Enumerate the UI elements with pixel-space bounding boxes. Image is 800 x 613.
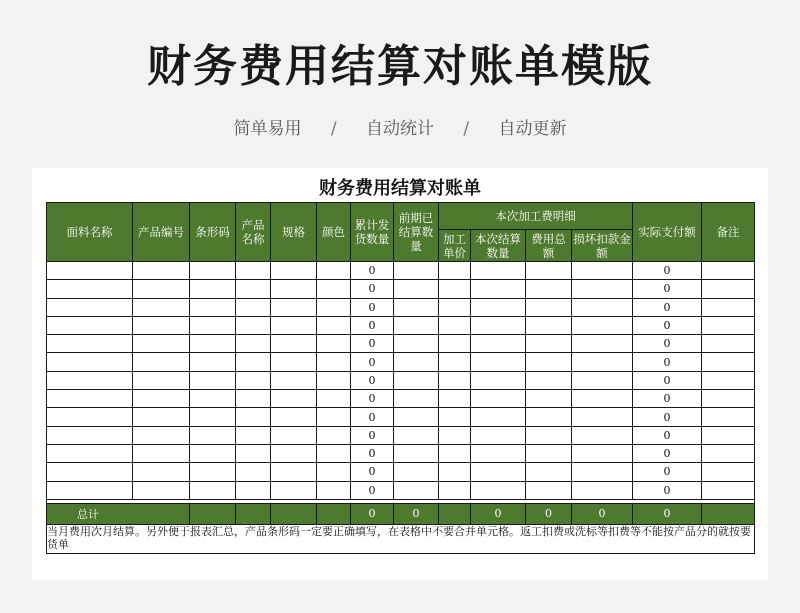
- table-cell[interactable]: [236, 262, 271, 280]
- table-cell[interactable]: [271, 503, 317, 524]
- table-cell[interactable]: [526, 444, 572, 462]
- table-cell[interactable]: [317, 262, 351, 280]
- table-cell[interactable]: [394, 390, 439, 408]
- table-cell[interactable]: [271, 444, 317, 462]
- table-cell[interactable]: [471, 353, 526, 371]
- table-cell[interactable]: [47, 353, 133, 371]
- table-cell[interactable]: [439, 298, 471, 316]
- table-cell[interactable]: [190, 503, 236, 524]
- cell-cumulative-shipped[interactable]: 0: [351, 408, 394, 426]
- table-cell[interactable]: [133, 444, 190, 462]
- total-previous-settled: 0: [394, 503, 439, 524]
- table-cell[interactable]: [133, 463, 190, 481]
- feature-auto-update: 自动更新: [498, 119, 567, 139]
- table-cell[interactable]: [47, 335, 133, 353]
- table-cell[interactable]: [236, 444, 271, 462]
- table-cell[interactable]: [394, 426, 439, 444]
- table-cell[interactable]: [317, 371, 351, 389]
- table-cell[interactable]: [394, 262, 439, 280]
- table-cell[interactable]: [572, 316, 633, 334]
- total-cumulative-shipped: 0: [351, 503, 394, 524]
- table-cell[interactable]: [190, 444, 236, 462]
- table-cell[interactable]: [317, 298, 351, 316]
- table-cell[interactable]: [190, 463, 236, 481]
- table-row: [47, 298, 755, 316]
- col-spec: 规格: [271, 203, 317, 262]
- table-cell[interactable]: [702, 280, 755, 298]
- table-cell[interactable]: [236, 426, 271, 444]
- table-cell[interactable]: [394, 353, 439, 371]
- table-cell[interactable]: [47, 298, 133, 316]
- col-barcode: 条形码: [190, 203, 236, 262]
- table-row: [47, 262, 755, 280]
- cell-actual-paid[interactable]: 0: [633, 426, 702, 444]
- table-cell[interactable]: [317, 503, 351, 524]
- table-cell[interactable]: [702, 444, 755, 462]
- cell-cumulative-shipped[interactable]: 0: [351, 262, 394, 280]
- table-cell[interactable]: [439, 481, 471, 499]
- table-cell[interactable]: [271, 280, 317, 298]
- feature-auto-stats: 自动统计: [366, 119, 434, 139]
- cell-actual-paid[interactable]: 0: [633, 262, 702, 280]
- table-cell[interactable]: [702, 316, 755, 334]
- table-cell[interactable]: [271, 353, 317, 371]
- table-cell[interactable]: [271, 463, 317, 481]
- table-cell[interactable]: [317, 463, 351, 481]
- table-footer: [47, 499, 755, 553]
- table-cell[interactable]: [572, 262, 633, 280]
- table-cell[interactable]: [190, 371, 236, 389]
- cell-actual-paid[interactable]: 0: [633, 353, 702, 371]
- col-color: 颜色: [317, 203, 351, 262]
- table-cell[interactable]: [471, 390, 526, 408]
- col-actual-paid: 实际支付额: [633, 203, 702, 262]
- total-current-settle-qty: 0: [471, 503, 526, 524]
- table-cell[interactable]: [190, 408, 236, 426]
- table-cell[interactable]: [572, 371, 633, 389]
- cell-actual-paid[interactable]: 0: [633, 298, 702, 316]
- col-current-settle-qty: 本次结算数量: [471, 230, 526, 262]
- table-cell[interactable]: [236, 316, 271, 334]
- table-cell[interactable]: [439, 371, 471, 389]
- cell-cumulative-shipped[interactable]: 0: [351, 298, 394, 316]
- table-cell[interactable]: [236, 335, 271, 353]
- cell-actual-paid[interactable]: 0: [633, 481, 702, 499]
- table-cell[interactable]: [471, 481, 526, 499]
- cell-cumulative-shipped[interactable]: 0: [351, 481, 394, 499]
- table-cell[interactable]: [271, 481, 317, 499]
- table-cell[interactable]: [702, 371, 755, 389]
- table-cell[interactable]: [394, 316, 439, 334]
- table-cell[interactable]: [394, 481, 439, 499]
- table-cell[interactable]: [271, 262, 317, 280]
- total-actual-paid: 0: [633, 503, 702, 524]
- table-cell[interactable]: [526, 262, 572, 280]
- table-cell[interactable]: [439, 335, 471, 353]
- table-cell[interactable]: [271, 390, 317, 408]
- table-cell[interactable]: [572, 353, 633, 371]
- cell-actual-paid[interactable]: 0: [633, 463, 702, 481]
- table-cell[interactable]: [47, 280, 133, 298]
- cell-cumulative-shipped[interactable]: 0: [351, 371, 394, 389]
- feature-separator: /: [330, 119, 337, 139]
- table-cell[interactable]: [317, 353, 351, 371]
- table-cell[interactable]: [236, 280, 271, 298]
- table-cell[interactable]: [47, 444, 133, 462]
- table-cell[interactable]: [47, 481, 133, 499]
- table-cell[interactable]: [271, 426, 317, 444]
- table-cell[interactable]: [271, 408, 317, 426]
- table-row: [47, 280, 755, 298]
- table-row: [47, 371, 755, 389]
- table-row: [47, 408, 755, 426]
- table-cell[interactable]: [271, 371, 317, 389]
- col-unit-price: 加工单价: [439, 230, 471, 262]
- table-cell[interactable]: [439, 280, 471, 298]
- cell-cumulative-shipped[interactable]: 0: [351, 426, 394, 444]
- table-cell[interactable]: [236, 481, 271, 499]
- table-cell[interactable]: [271, 335, 317, 353]
- total-label: 总计: [47, 503, 190, 524]
- table-cell[interactable]: [133, 371, 190, 389]
- table-cell[interactable]: [439, 262, 471, 280]
- table-cell[interactable]: [526, 316, 572, 334]
- table-cell[interactable]: [471, 426, 526, 444]
- footnote: 当月费用次月结算。另外便于报表汇总，产品条形码一定要正确填写，在表格中不要合并单元格。返工扣费或洗标等扣费等不能按产品分的就按要货单: [47, 524, 755, 553]
- table-cell[interactable]: [133, 335, 190, 353]
- sheet-card: [32, 168, 768, 580]
- table-cell[interactable]: [133, 262, 190, 280]
- table-header: [47, 203, 755, 262]
- table-cell[interactable]: [526, 280, 572, 298]
- table-row: [47, 335, 755, 353]
- table-cell[interactable]: [526, 390, 572, 408]
- feature-easy: 简单易用: [233, 119, 302, 139]
- table-cell[interactable]: [471, 444, 526, 462]
- table-cell[interactable]: [526, 463, 572, 481]
- table-row: [47, 390, 755, 408]
- col-damage-deduction: 损坏扣款金额: [573, 231, 631, 260]
- table-row: [47, 353, 755, 371]
- table-cell[interactable]: [47, 463, 133, 481]
- table-cell[interactable]: [526, 371, 572, 389]
- cell-cumulative-shipped[interactable]: 0: [351, 280, 394, 298]
- table-cell[interactable]: [702, 463, 755, 481]
- table-cell[interactable]: [439, 408, 471, 426]
- table-cell[interactable]: [394, 371, 439, 389]
- col-product-name: 产品名称: [236, 203, 271, 262]
- table-cell[interactable]: [572, 463, 633, 481]
- table-cell[interactable]: [439, 444, 471, 462]
- cell-actual-paid[interactable]: 0: [633, 335, 702, 353]
- table-cell[interactable]: [439, 390, 471, 408]
- table-cell[interactable]: [471, 371, 526, 389]
- table-cell[interactable]: [526, 335, 572, 353]
- cell-actual-paid[interactable]: 0: [633, 371, 702, 389]
- table-cell[interactable]: [572, 481, 633, 499]
- col-group-processing-fee: 本次加工费明细: [439, 203, 633, 230]
- table-cell[interactable]: [702, 262, 755, 280]
- table-cell[interactable]: [394, 444, 439, 462]
- cell-cumulative-shipped[interactable]: 0: [351, 316, 394, 334]
- feature-separator: /: [463, 119, 470, 139]
- table-cell[interactable]: [236, 298, 271, 316]
- table-cell[interactable]: [317, 481, 351, 499]
- table-cell[interactable]: [526, 298, 572, 316]
- table-cell[interactable]: [439, 463, 471, 481]
- table-cell[interactable]: [317, 408, 351, 426]
- table-cell[interactable]: [471, 262, 526, 280]
- table-cell[interactable]: [471, 408, 526, 426]
- table-cell[interactable]: [47, 390, 133, 408]
- table-row: [47, 481, 755, 499]
- table-cell[interactable]: [702, 335, 755, 353]
- table-cell[interactable]: [572, 280, 633, 298]
- table-cell[interactable]: [271, 316, 317, 334]
- table-cell[interactable]: [133, 353, 190, 371]
- col-material-name: 面料名称: [47, 203, 133, 262]
- total-row: [47, 503, 755, 524]
- table-cell[interactable]: [133, 408, 190, 426]
- table-cell[interactable]: [190, 426, 236, 444]
- table-cell[interactable]: [702, 353, 755, 371]
- table-cell[interactable]: [572, 298, 633, 316]
- page-title: 财务费用结算对账单模版: [147, 41, 653, 92]
- sheet-title: 财务费用结算对账单: [319, 178, 481, 199]
- table-row: [47, 316, 755, 334]
- feature-line: [0, 114, 800, 139]
- table-cell[interactable]: [317, 280, 351, 298]
- table-cell[interactable]: [317, 316, 351, 334]
- table-cell[interactable]: [133, 298, 190, 316]
- table-cell[interactable]: [133, 481, 190, 499]
- table-cell[interactable]: [190, 316, 236, 334]
- table-cell[interactable]: [190, 353, 236, 371]
- table-cell[interactable]: [702, 481, 755, 499]
- col-product-code: 产品编号: [133, 203, 190, 262]
- col-remarks: 备注: [702, 203, 755, 262]
- table-cell[interactable]: [133, 316, 190, 334]
- table-cell[interactable]: [317, 426, 351, 444]
- table-cell[interactable]: [702, 426, 755, 444]
- cell-actual-paid[interactable]: 0: [633, 316, 702, 334]
- table-cell[interactable]: [317, 335, 351, 353]
- cell-cumulative-shipped[interactable]: 0: [351, 335, 394, 353]
- table-cell[interactable]: [133, 426, 190, 444]
- total-cost: 0: [526, 503, 572, 524]
- table-cell[interactable]: [190, 335, 236, 353]
- table-cell[interactable]: [236, 390, 271, 408]
- table-cell[interactable]: [572, 444, 633, 462]
- cell-cumulative-shipped[interactable]: 0: [351, 463, 394, 481]
- table-cell[interactable]: [47, 408, 133, 426]
- table-row: [47, 426, 755, 444]
- table-cell[interactable]: [236, 353, 271, 371]
- table-cell[interactable]: [572, 426, 633, 444]
- col-cumulative-shipped: 累计发货数量: [351, 203, 394, 262]
- cell-actual-paid[interactable]: 0: [633, 408, 702, 426]
- table-row: [47, 444, 755, 462]
- table-cell[interactable]: [702, 503, 755, 524]
- table-cell[interactable]: [439, 503, 471, 524]
- table-cell[interactable]: [47, 371, 133, 389]
- col-total-cost: 费用总额: [526, 230, 572, 262]
- table-cell[interactable]: [236, 463, 271, 481]
- table-cell[interactable]: [394, 298, 439, 316]
- table-cell[interactable]: [572, 408, 633, 426]
- table-cell[interactable]: [471, 280, 526, 298]
- cell-cumulative-shipped[interactable]: 0: [351, 444, 394, 462]
- table-cell[interactable]: [471, 335, 526, 353]
- table-body: [47, 262, 755, 500]
- table-cell[interactable]: [190, 481, 236, 499]
- table-cell[interactable]: [526, 408, 572, 426]
- table-cell[interactable]: [236, 503, 271, 524]
- cell-actual-paid[interactable]: 0: [633, 444, 702, 462]
- cell-cumulative-shipped[interactable]: 0: [351, 353, 394, 371]
- table-cell[interactable]: [439, 353, 471, 371]
- table-cell[interactable]: [471, 463, 526, 481]
- cell-cumulative-shipped[interactable]: 0: [351, 390, 394, 408]
- total-damage-deduction: 0: [572, 503, 633, 524]
- col-previous-settled: 前期已结算数量: [394, 203, 439, 262]
- table-cell[interactable]: [190, 390, 236, 408]
- table-cell[interactable]: [471, 298, 526, 316]
- table-cell[interactable]: [572, 335, 633, 353]
- table-cell[interactable]: [394, 335, 439, 353]
- table-cell[interactable]: [271, 298, 317, 316]
- table-cell[interactable]: [190, 280, 236, 298]
- table-cell[interactable]: [572, 390, 633, 408]
- cell-actual-paid[interactable]: 0: [633, 390, 702, 408]
- table-cell[interactable]: [526, 426, 572, 444]
- cell-actual-paid[interactable]: 0: [633, 280, 702, 298]
- table-cell[interactable]: [394, 280, 439, 298]
- table-cell[interactable]: [47, 262, 133, 280]
- table-cell[interactable]: [526, 353, 572, 371]
- table-cell[interactable]: [526, 481, 572, 499]
- table-cell[interactable]: [236, 371, 271, 389]
- table-cell[interactable]: [133, 280, 190, 298]
- table-cell[interactable]: [471, 316, 526, 334]
- table-cell[interactable]: [394, 408, 439, 426]
- table-cell[interactable]: [236, 408, 271, 426]
- settlement-table: [46, 202, 755, 554]
- table-cell[interactable]: [702, 390, 755, 408]
- table-cell[interactable]: [47, 316, 133, 334]
- table-cell[interactable]: [190, 298, 236, 316]
- table-cell[interactable]: [394, 463, 439, 481]
- table-cell[interactable]: [317, 390, 351, 408]
- table-cell[interactable]: [190, 262, 236, 280]
- table-cell[interactable]: [47, 426, 133, 444]
- table-cell[interactable]: [439, 316, 471, 334]
- table-cell[interactable]: [133, 390, 190, 408]
- table-cell[interactable]: [439, 426, 471, 444]
- table-cell[interactable]: [702, 298, 755, 316]
- table-row: [47, 463, 755, 481]
- table-cell[interactable]: [702, 408, 755, 426]
- table-cell[interactable]: [317, 444, 351, 462]
